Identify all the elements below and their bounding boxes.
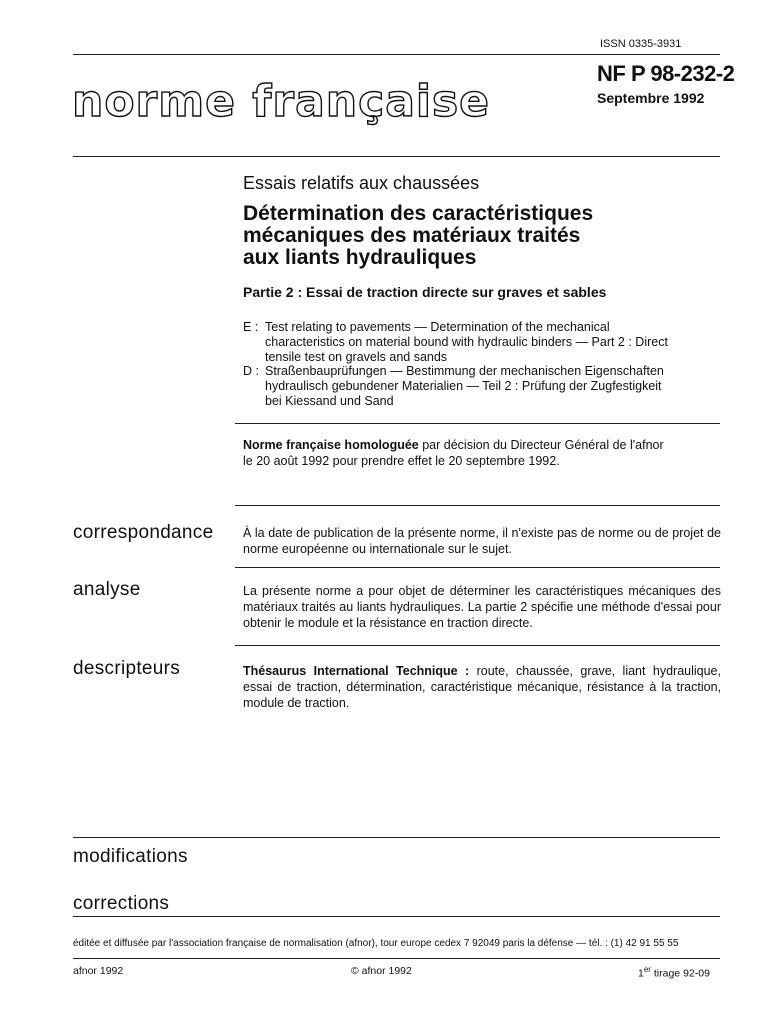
homologation-notice	[243, 437, 723, 469]
footer-right	[638, 965, 710, 980]
issn: ISSN 0335-3931	[600, 38, 682, 50]
title-line: mécaniques des matériaux traités	[243, 224, 581, 247]
descriptor-list: route, chaussée, grave, liant hydraulique, essai de traction, détermination, caractéristique mécanique, résistance à la traction, module de traction.	[243, 664, 721, 710]
footer-rule	[73, 958, 720, 959]
translation-line: characteristics on material bound with hydraulic binders — Part 2 : Direct	[265, 335, 668, 349]
header-rule	[73, 156, 720, 157]
section-heading-analyse: analyse	[73, 579, 141, 600]
title-line: Détermination des caractéristiques	[243, 202, 594, 225]
homologation-text: par décision du Directeur Général de l'afnor	[418, 438, 664, 452]
translation-line: Test relating to pavements — Determination of the mechanical	[265, 320, 610, 334]
section-heading-descripteurs: descripteurs	[73, 658, 181, 679]
section-heading-modifications: modifications	[73, 846, 188, 867]
series-title: Essais relatifs aux chaussées	[243, 173, 480, 193]
translation-line: hydraulisch gebundener Materialien — Teil 2 : Prüfung der Zugfestigkeit	[265, 379, 662, 393]
translation-german	[243, 364, 723, 409]
section-rule	[235, 505, 720, 506]
corrections-rule	[73, 916, 720, 917]
footer-left: afnor 1992	[73, 965, 124, 977]
document-title	[243, 203, 713, 269]
standard-date: Septembre 1992	[597, 90, 705, 106]
title-rule	[235, 423, 720, 424]
section-rule	[235, 567, 720, 568]
print-run-text: tirage 92-09	[650, 967, 710, 980]
homologation-line2: le 20 août 1992 pour prendre effet le 20 septembre 1992.	[243, 454, 560, 468]
homologation-bold: Norme française homologuée	[243, 438, 419, 452]
print-run-superscript: er	[643, 965, 651, 974]
section-body-descripteurs	[243, 663, 721, 711]
standard-number: NF P 98-232-2	[597, 61, 735, 86]
top-rule	[73, 54, 720, 55]
footer-center: © afnor 1992	[351, 965, 412, 977]
translation-line: tensile test on gravels and sands	[265, 350, 448, 364]
publisher-line: éditée et diffusée par l'association française de normalisation (afnor), tour europe cedex 7 92049 paris la défense — tél. : (1) 42 91 55 55	[73, 938, 679, 949]
section-rule	[235, 645, 720, 646]
translation-label: E :	[243, 320, 259, 334]
print-run-number: 1	[638, 967, 644, 980]
thesaurus-label: Thésaurus International Technique :	[243, 664, 470, 678]
section-body-analyse: La présente norme a pour objet de déterminer les caractéristiques mécaniques des matériaux traités au liants hydrauliques. La partie 2 spécifie une méthode d'essai pour obtenir le module et la résistance en traction directe.	[243, 584, 721, 630]
translation-line: bei Kiessand und Sand	[265, 394, 394, 408]
translation-line: Straßenbauprüfungen — Bestimmung der mechanischen Eigenschaften	[265, 364, 664, 378]
title-line: aux liants hydrauliques	[243, 246, 477, 269]
translation-english	[243, 320, 723, 365]
brand-logo-text: norme française	[72, 76, 491, 127]
section-heading-correspondance: correspondance	[73, 522, 214, 543]
section-body-correspondance: À la date de publication de la présente norme, il n'existe pas de norme ou de projet de norme européenne ou internationale sur le sujet.	[243, 526, 721, 556]
part-title: Partie 2 : Essai de traction directe sur graves et sables	[243, 284, 607, 300]
translation-label: D :	[243, 364, 259, 378]
modifications-rule	[73, 837, 720, 838]
section-heading-corrections: corrections	[73, 893, 170, 914]
